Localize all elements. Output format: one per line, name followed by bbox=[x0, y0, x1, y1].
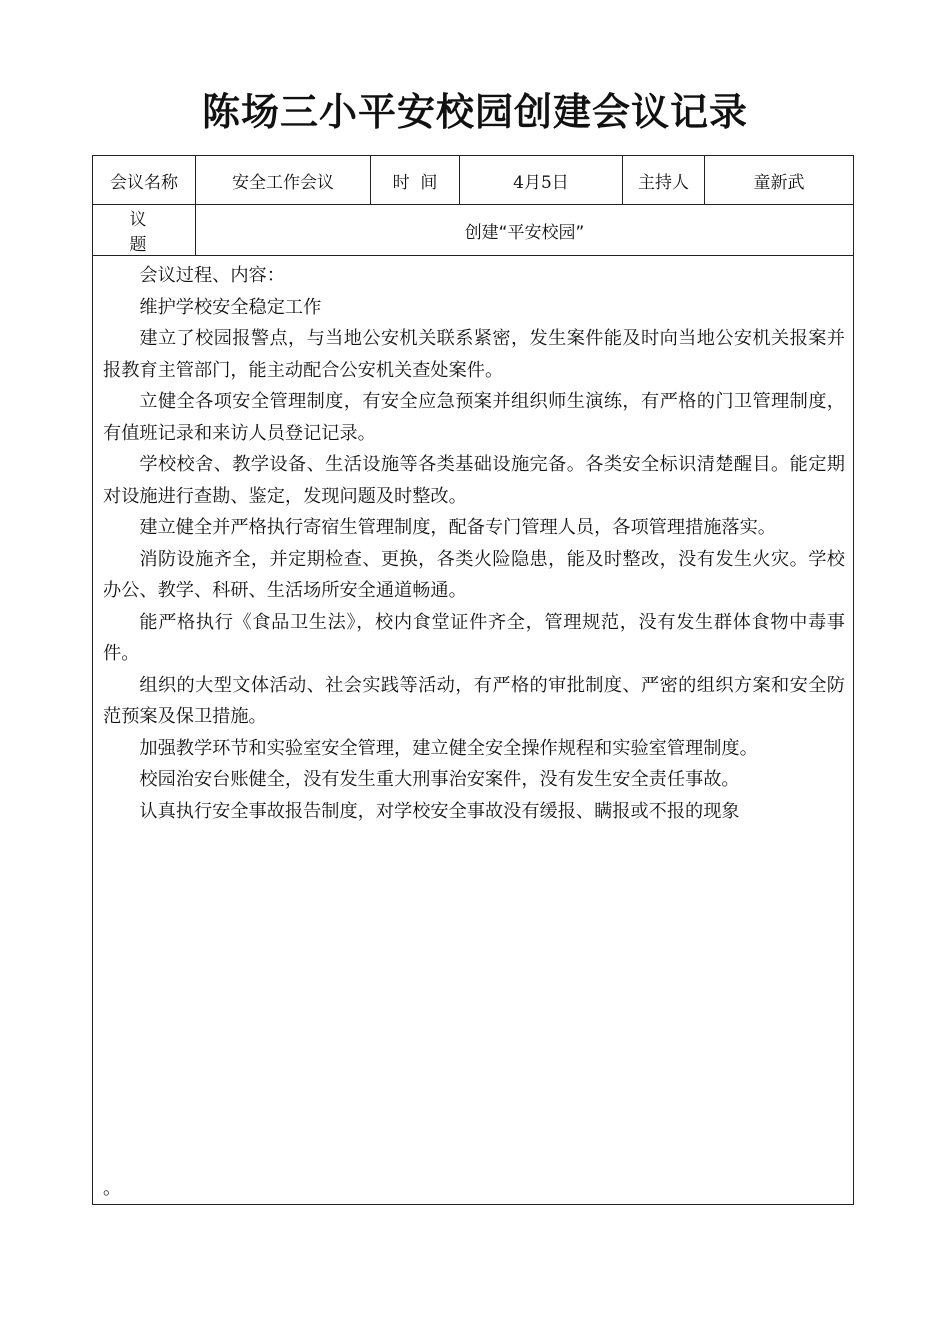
content-paragraph: 校园治安台账健全，没有发生重大刑事治安案件，没有发生安全责任事故。 bbox=[139, 769, 740, 790]
meeting-time-label: 时 间 bbox=[371, 156, 460, 205]
page-title: 陈场三小平安校园创建会议记录 bbox=[201, 90, 748, 134]
meeting-name-value: 安全工作会议 bbox=[196, 156, 371, 205]
meeting-info-row bbox=[93, 156, 854, 205]
meeting-record-table bbox=[92, 155, 854, 1205]
meeting-content-row bbox=[93, 256, 854, 1205]
end-mark: 。 bbox=[103, 1178, 121, 1199]
meeting-content-cell bbox=[93, 256, 854, 1205]
content-paragraph: 加强教学环节和实验室安全管理，建立健全安全操作规程和实验室管理制度。 bbox=[139, 737, 758, 759]
content-paragraph: 立健全各项安全管理制度，有安全应急预案并组织师生演练，有严格的门卫管理制度，有值班记录和来访人员登记记录。 bbox=[103, 391, 845, 444]
content-paragraph: 组织的大型文体活动、社会实践等活动，有严格的审批制度、严密的组织方案和安全防范预案及保卫措施。 bbox=[103, 674, 845, 727]
meeting-host-value: 童新武 bbox=[705, 156, 854, 205]
meeting-name-label: 会议名称 bbox=[93, 156, 196, 205]
meeting-host-label: 主持人 bbox=[623, 156, 705, 205]
content-paragraph: 维护学校安全稳定工作 bbox=[139, 296, 322, 318]
content-paragraph: 认真执行安全事故报告制度，对学校安全事故没有缓报、瞒报或不报的现象 bbox=[139, 800, 740, 822]
meeting-time-value: 4月5日 bbox=[460, 156, 623, 205]
meeting-content-body bbox=[93, 256, 853, 827]
content-paragraph: 能严格执行《食品卫生法》，校内食堂证件齐全，管理规范，没有发生群体食物中毒事件。 bbox=[103, 611, 845, 664]
content-paragraph: 学校校舍、教学设备、生活设施等各类基础设施完备。各类安全标识清楚醒目。能定期对设施进行查勘、鉴定，发现问题及时整改。 bbox=[103, 454, 845, 507]
meeting-topic-row bbox=[93, 205, 854, 256]
content-paragraph: 建立了校园报警点，与当地公安机关联系紧密，发生案件能及时向当地公安机关报案并报教育主管部门，能主动配合公安机关查处案件。 bbox=[103, 328, 845, 381]
content-paragraph: 建立健全并严格执行寄宿生管理制度，配备专门管理人员，各项管理措施落实。 bbox=[139, 517, 776, 538]
content-paragraph: 会议过程、内容： bbox=[139, 265, 285, 286]
content-paragraph: 消防设施齐全，并定期检查、更换，各类火险隐患，能及时整改，没有发生火灾。学校办公、教学、科研、生活场所安全通道畅通。 bbox=[103, 548, 845, 601]
topic-value: 创建“平安校园” bbox=[196, 205, 854, 256]
topic-label: 议题 bbox=[93, 205, 196, 256]
